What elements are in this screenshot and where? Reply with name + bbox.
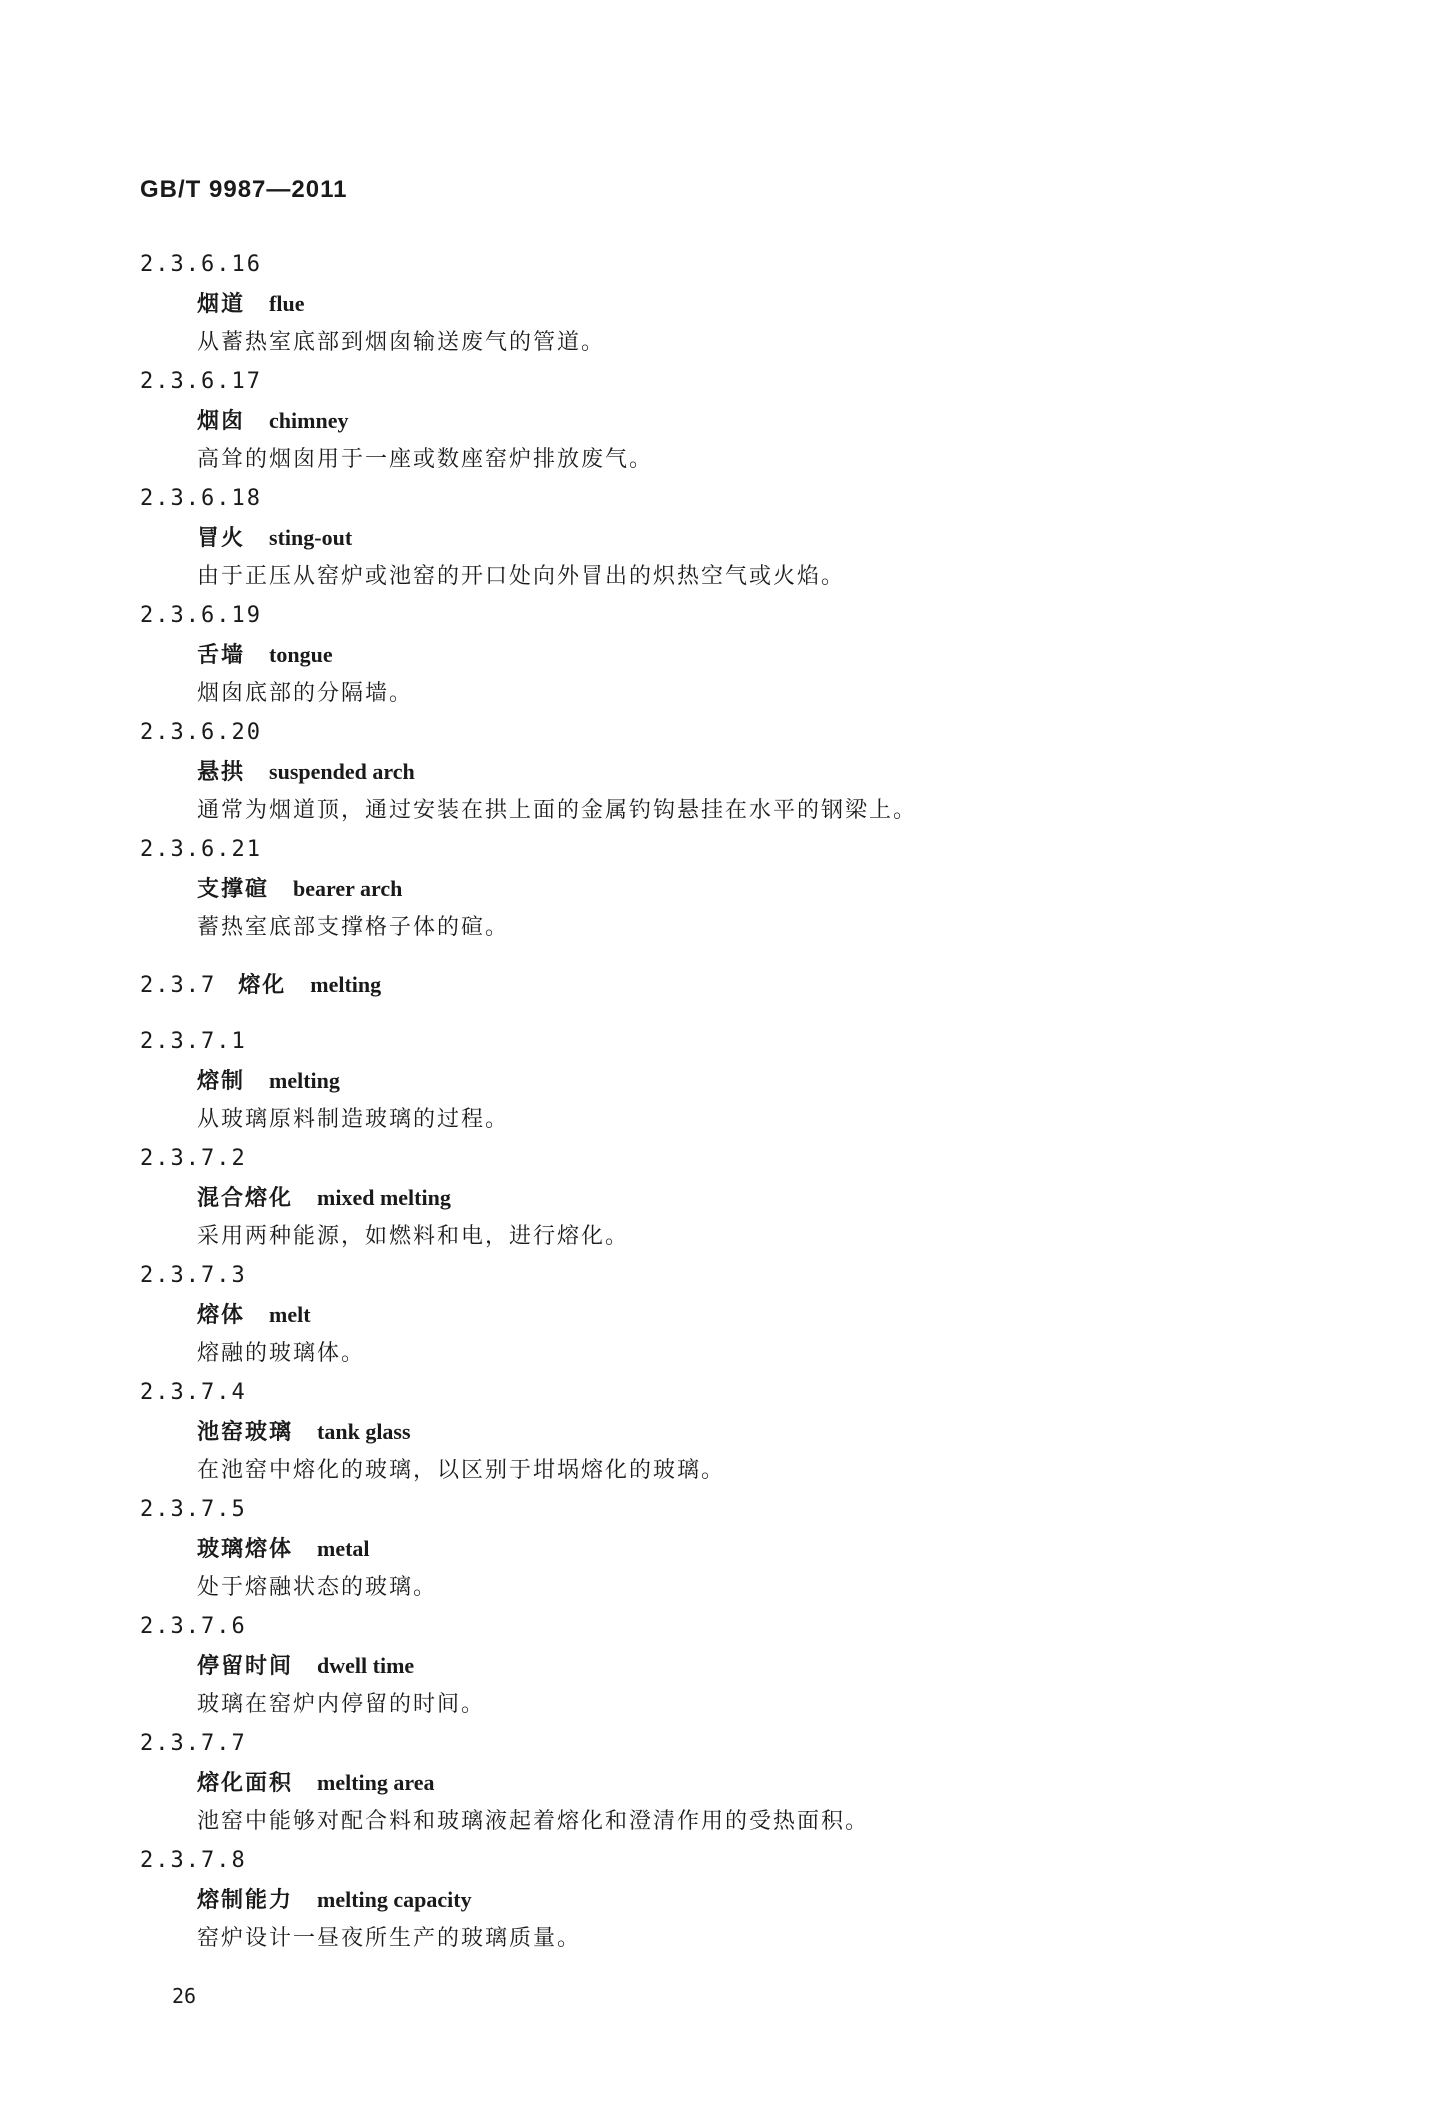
term-entry: [140, 1841, 1300, 1958]
term-entry: [140, 245, 1300, 362]
term-en: suspended arch: [269, 759, 415, 784]
term-number: 2.3.7.1: [140, 1029, 247, 1054]
term-en: tank glass: [317, 1419, 411, 1444]
term-zh: 烟道: [197, 292, 246, 317]
term-number: 2.3.6.17: [140, 369, 262, 394]
term-zh: 悬拱: [197, 760, 246, 785]
term-entry: [140, 830, 1300, 947]
section-heading: [140, 965, 1300, 1004]
term-entry: [140, 1724, 1300, 1841]
term-number: 2.3.7.4: [140, 1380, 247, 1405]
term-zh: 池窑玻璃: [197, 1420, 294, 1445]
term-name: [197, 1412, 1300, 1451]
term-name: [197, 401, 1300, 440]
term-zh: 烟囱: [197, 409, 246, 434]
term-zh: 熔制: [197, 1069, 246, 1094]
term-zh: 混合熔化: [197, 1186, 294, 1211]
term-number: 2.3.6.21: [140, 837, 262, 862]
term-name: [197, 1646, 1300, 1685]
term-entry: [140, 1490, 1300, 1607]
term-number: 2.3.7.8: [140, 1848, 247, 1873]
term-name: [197, 869, 1300, 908]
term-entry: [140, 362, 1300, 479]
term-definition: 从蓄热室底部到烟囱输送废气的管道。: [197, 330, 606, 355]
term-entry: [140, 713, 1300, 830]
term-zh: 熔体: [197, 1303, 246, 1328]
term-definition: 处于熔融状态的玻璃。: [197, 1575, 438, 1600]
term-name: [197, 1763, 1300, 1802]
term-en: sting-out: [269, 525, 353, 550]
term-en: dwell time: [317, 1653, 415, 1678]
term-en: metal: [317, 1536, 370, 1561]
term-zh: 支撑碹: [197, 877, 270, 902]
term-number: 2.3.6.19: [140, 603, 262, 628]
term-name: [197, 284, 1300, 323]
term-name: [197, 1529, 1300, 1568]
term-en: melting capacity: [317, 1887, 472, 1912]
term-zh: 舌墙: [197, 643, 246, 668]
term-name: [197, 1178, 1300, 1217]
term-name: [197, 752, 1300, 791]
term-number: 2.3.7.6: [140, 1614, 247, 1639]
term-name: [197, 518, 1300, 557]
term-definition: 玻璃在窑炉内停留的时间。: [197, 1692, 486, 1717]
term-number: 2.3.7.2: [140, 1146, 247, 1171]
term-zh: 熔化面积: [197, 1771, 294, 1796]
term-en: chimney: [269, 408, 349, 433]
term-definition: 烟囱底部的分隔墙。: [197, 681, 414, 706]
term-entry: [140, 1373, 1300, 1490]
term-en: bearer arch: [293, 876, 403, 901]
term-number: 2.3.7.3: [140, 1263, 247, 1288]
term-en: melting: [269, 1068, 340, 1093]
term-definition: 池窑中能够对配合料和玻璃液起着熔化和澄清作用的受热面积。: [197, 1809, 870, 1834]
term-name: [197, 1295, 1300, 1334]
term-en: mixed melting: [317, 1185, 451, 1210]
page-number: 26: [172, 1984, 197, 2008]
section-number: 2.3.7: [140, 973, 217, 998]
term-definition: 熔融的玻璃体。: [197, 1341, 366, 1366]
term-zh: 冒火: [197, 526, 246, 551]
term-definition: 通常为烟道顶，通过安装在拱上面的金属钓钩悬挂在水平的钢梁上。: [197, 798, 918, 823]
term-number: 2.3.7.5: [140, 1497, 247, 1522]
section-title-en: melting: [310, 972, 382, 997]
section-title-zh: 熔化: [238, 973, 287, 998]
term-number: 2.3.6.16: [140, 252, 262, 277]
term-en: tongue: [269, 642, 333, 667]
term-entry: [140, 479, 1300, 596]
term-name: [197, 1061, 1300, 1100]
term-definition: 高耸的烟囱用于一座或数座窑炉排放废气。: [197, 447, 654, 472]
term-zh: 熔制能力: [197, 1888, 294, 1913]
term-name: [197, 1880, 1300, 1919]
term-definition: 窑炉设计一昼夜所生产的玻璃质量。: [197, 1926, 582, 1951]
term-number: 2.3.6.18: [140, 486, 262, 511]
term-definition: 从玻璃原料制造玻璃的过程。: [197, 1107, 510, 1132]
term-entry: [140, 1022, 1300, 1139]
term-en: melting area: [317, 1770, 435, 1795]
term-entry: [140, 596, 1300, 713]
standard-code-header: GB/T 9987—2011: [140, 176, 348, 203]
term-number: 2.3.6.20: [140, 720, 262, 745]
term-en: melt: [269, 1302, 311, 1327]
term-entry: [140, 1139, 1300, 1256]
term-zh: 停留时间: [197, 1654, 294, 1679]
term-name: [197, 635, 1300, 674]
term-entry: [140, 1256, 1300, 1373]
term-definition: 蓄热室底部支撑格子体的碹。: [197, 915, 510, 940]
term-definition: 由于正压从窑炉或池窑的开口处向外冒出的炽热空气或火焰。: [197, 564, 846, 589]
term-zh: 玻璃熔体: [197, 1537, 294, 1562]
term-number: 2.3.7.7: [140, 1731, 247, 1756]
term-en: flue: [269, 291, 305, 316]
term-entry: [140, 1607, 1300, 1724]
term-definition: 在池窑中熔化的玻璃，以区别于坩埚熔化的玻璃。: [197, 1458, 726, 1483]
term-definition: 采用两种能源，如燃料和电，进行熔化。: [197, 1224, 630, 1249]
terms-content: [140, 245, 1300, 1958]
